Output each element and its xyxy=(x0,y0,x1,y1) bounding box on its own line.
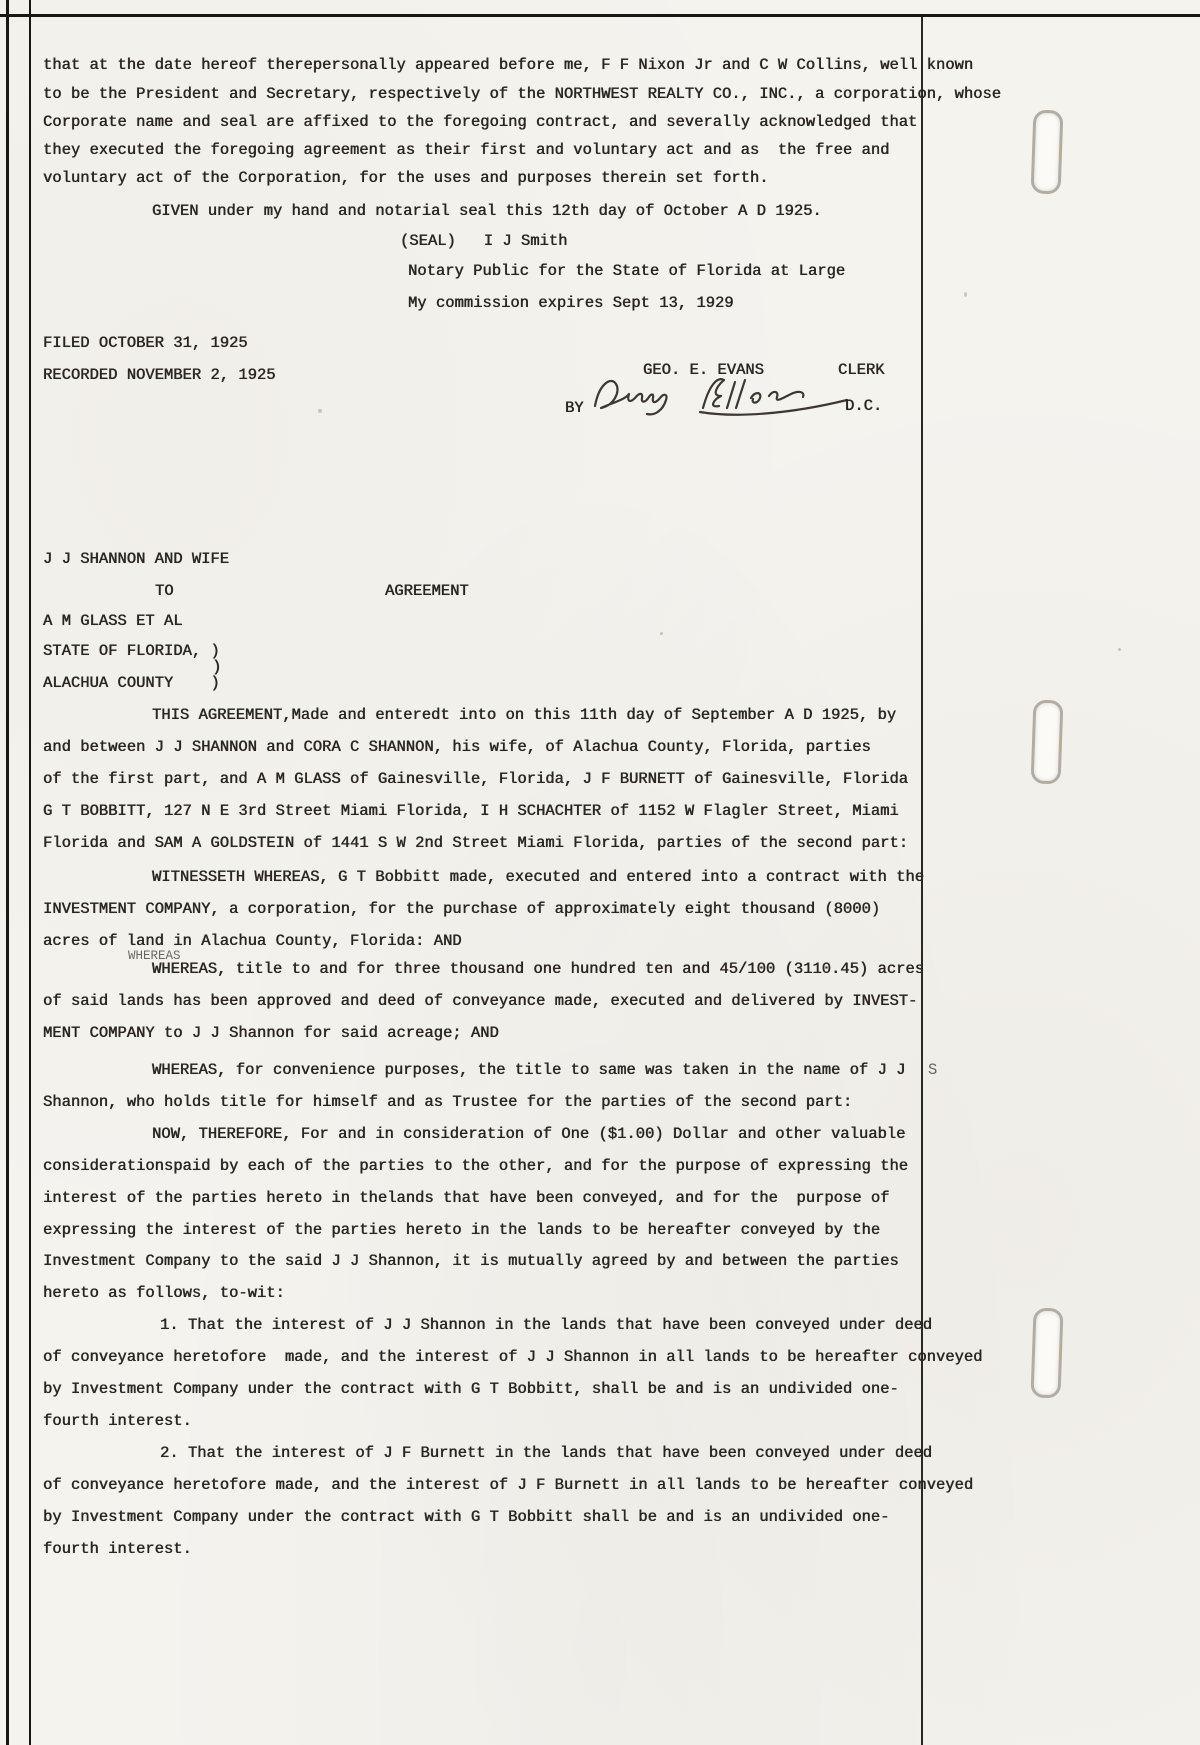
agreement-line: interest of the parties hereto in thelands that have been conveyed, and for the purpose of xyxy=(43,1189,890,1207)
filing-line: BY xyxy=(565,399,584,417)
deputy-clerk-signature xyxy=(585,370,855,422)
acknowledgment-line: voluntary act of the Corporation, for the uses and purposes therein set forth. xyxy=(43,169,769,187)
agreement-line: INVESTMENT COMPANY, a corporation, for the purchase of approximately eight thousand (8000) xyxy=(43,900,881,918)
agreement-line: WHEREAS, for convenience purposes, the title to same was taken in the name of J J xyxy=(152,1061,906,1079)
notary-line: My commission expires Sept 13, 1929 xyxy=(408,294,734,312)
agreement-line: S xyxy=(928,1061,938,1079)
agreement-line: NOW, THEREFORE, For and in consideration of One ($1.00) Dollar and other valuable xyxy=(152,1125,906,1143)
caption-line: AGREEMENT xyxy=(385,582,469,600)
agreement-line: hereto as follows, to-wit: xyxy=(43,1284,285,1302)
caption-line: TO xyxy=(155,582,174,600)
filing-line: RECORDED NOVEMBER 2, 1925 xyxy=(43,366,276,384)
agreement-line: WITNESSETH WHEREAS, G T Bobbitt made, executed and entered into a contract with the xyxy=(152,868,925,886)
agreement-line: WHEREAS xyxy=(128,949,181,963)
agreement-line: G T BOBBITT, 127 N E 3rd Street Miami Florida, I H SCHACHTER of 1152 W Flagler Street, Miami xyxy=(43,802,899,820)
acknowledgment-line: that at the date hereof therepersonally appeared before me, F F Nixon Jr and C W Collins, well known xyxy=(43,56,974,74)
notary-line: Notary Public for the State of Florida at Large xyxy=(408,262,846,280)
agreement-line: fourth interest. xyxy=(43,1540,192,1558)
agreement-line: 1. That the interest of J J Shannon in the lands that have been conveyed under deed xyxy=(160,1316,933,1334)
agreement-line: Investment Company to the said J J Shannon, it is mutually agreed by and between the parties xyxy=(43,1252,899,1270)
caption-line: ) xyxy=(212,658,222,676)
handwriting-icon xyxy=(585,370,855,422)
agreement-line: of conveyance heretofore made, and the interest of J F Burnett in all lands to be hereafter conveyed xyxy=(43,1476,974,1494)
caption-line: A M GLASS ET AL xyxy=(43,612,183,630)
agreement-line: Shannon, who holds title for himself and as Trustee for the parties of the second part: xyxy=(43,1093,853,1111)
agreement-line: considerationspaid by each of the parties to the other, and for the purpose of expressing the xyxy=(43,1157,909,1175)
agreement-line: Florida and SAM A GOLDSTEIN of 1441 S W 2nd Street Miami Florida, parties of the second part: xyxy=(43,834,909,852)
acknowledgment-line: they executed the foregoing agreement as their first and voluntary act and as the free and xyxy=(43,141,890,159)
filing-line: D.C. xyxy=(845,397,883,415)
agreement-line: of conveyance heretofore made, and the interest of J J Shannon in all lands to be hereafter conveyed xyxy=(43,1348,983,1366)
filing-line: GEO. E. EVANS xyxy=(643,361,764,379)
filing-line: FILED OCTOBER 31, 1925 xyxy=(43,334,248,352)
agreement-line: MENT COMPANY to J J Shannon for said acreage; AND xyxy=(43,1024,499,1042)
agreement-line: of the first part, and A M GLASS of Gainesville, Florida, J F BURNETT of Gainesville, Florida xyxy=(43,770,909,788)
notary-line: GIVEN under my hand and notarial seal this 12th day of October A D 1925. xyxy=(152,202,822,220)
filing-line: CLERK xyxy=(838,361,885,379)
agreement-line: 2. That the interest of J F Burnett in the lands that have been conveyed under deed xyxy=(160,1444,933,1462)
agreement-line: fourth interest. xyxy=(43,1412,192,1430)
agreement-line: and between J J SHANNON and CORA C SHANNON, his wife, of Alachua County, Florida, parties xyxy=(43,738,871,756)
agreement-line: WHEREAS, title to and for three thousand one hundred ten and 45/100 (3110.45) acres xyxy=(152,960,925,978)
agreement-line: THIS AGREEMENT,Made and enteredt into on this 11th day of September A D 1925, by xyxy=(152,706,897,724)
acknowledgment-line: Corporate name and seal are affixed to the foregoing contract, and severally acknowledged that xyxy=(43,113,918,131)
notary-line: (SEAL) I J Smith xyxy=(400,232,568,250)
agreement-line: by Investment Company under the contract with G T Bobbitt, shall be and is an undivided one- xyxy=(43,1380,899,1398)
acknowledgment-line: to be the President and Secretary, respectively of the NORTHWEST REALTY CO., INC., a corporation, whose xyxy=(43,85,1002,103)
agreement-line: acres of land in Alachua County, Florida: AND xyxy=(43,932,462,950)
agreement-line: of said lands has been approved and deed of conveyance made, executed and delivered by INVEST- xyxy=(43,992,918,1010)
agreement-line: by Investment Company under the contract with G T Bobbitt shall be and is an undivided one- xyxy=(43,1508,890,1526)
agreement-line: expressing the interest of the parties hereto in the lands to be hereafter conveyed by the xyxy=(43,1221,881,1239)
caption-line: ALACHUA COUNTY ) xyxy=(43,674,220,692)
caption-line: J J SHANNON AND WIFE xyxy=(43,550,230,568)
caption-line: STATE OF FLORIDA, ) xyxy=(43,642,220,660)
